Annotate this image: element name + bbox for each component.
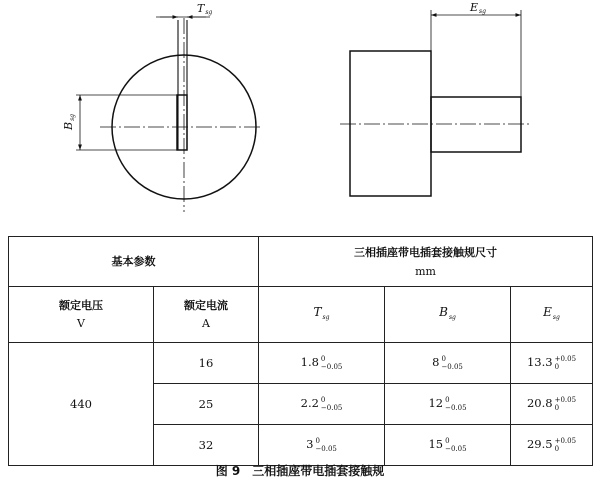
t-value-cell: 2.2 0 −0.05 xyxy=(259,384,385,425)
voltage-label: 额定电压 xyxy=(59,299,103,312)
current-cell: 16 xyxy=(154,343,259,384)
gauge-dimension-table xyxy=(8,236,593,466)
gauge-unit: mm xyxy=(415,264,436,278)
gauge-drawing xyxy=(0,0,600,232)
figure-caption xyxy=(0,462,600,479)
params-header: 基本参数 xyxy=(111,255,156,268)
gauge-body xyxy=(350,51,431,196)
current-label: 额定电流 xyxy=(184,299,228,312)
e-dimension-label: Esg xyxy=(470,1,486,15)
front-view xyxy=(76,17,262,212)
table-row xyxy=(9,343,593,384)
column-header-e: $E_{sg}$ xyxy=(511,287,593,343)
voltage-unit: V xyxy=(77,317,85,330)
voltage-value-cell: 440 xyxy=(9,343,154,466)
voltage-header-cell xyxy=(9,287,154,343)
t-value-cell: 3 0 −0.05 xyxy=(259,425,385,466)
gauge-header-cell xyxy=(259,237,593,287)
current-cell: 25 xyxy=(154,384,259,425)
current-header-cell xyxy=(154,287,259,343)
table-header-row xyxy=(9,237,593,287)
e-value-cell: 29.5 +0.05 0 xyxy=(511,425,593,466)
b-value-cell: 15 0 −0.05 xyxy=(385,425,511,466)
gauge-header: 三相插座带电插套接触规尺寸 xyxy=(354,245,497,259)
params-header-cell xyxy=(9,237,259,287)
side-view xyxy=(340,10,532,196)
table-subheader-row xyxy=(9,287,593,343)
t-value-cell: 1.8 0 −0.05 xyxy=(259,343,385,384)
e-value-cell: 20.8 +0.05 0 xyxy=(511,384,593,425)
b-value-cell: 12 0 −0.05 xyxy=(385,384,511,425)
figure-title: 三相插座带电插套接触规 xyxy=(252,464,385,478)
b-dimension-label: Bsg xyxy=(62,113,76,130)
t-dimension-label: Tsg xyxy=(197,2,213,16)
b-value-cell: 8 0 −0.05 xyxy=(385,343,511,384)
figure-number: 图 9 xyxy=(215,464,241,478)
current-cell: 32 xyxy=(154,425,259,466)
gauge-pin xyxy=(431,97,521,152)
column-header-b: $B_{sg}$ xyxy=(385,287,511,343)
column-header-t: $T_{sg}$ xyxy=(259,287,385,343)
current-unit: A xyxy=(202,317,210,330)
e-value-cell: 13.3 +0.05 0 xyxy=(511,343,593,384)
